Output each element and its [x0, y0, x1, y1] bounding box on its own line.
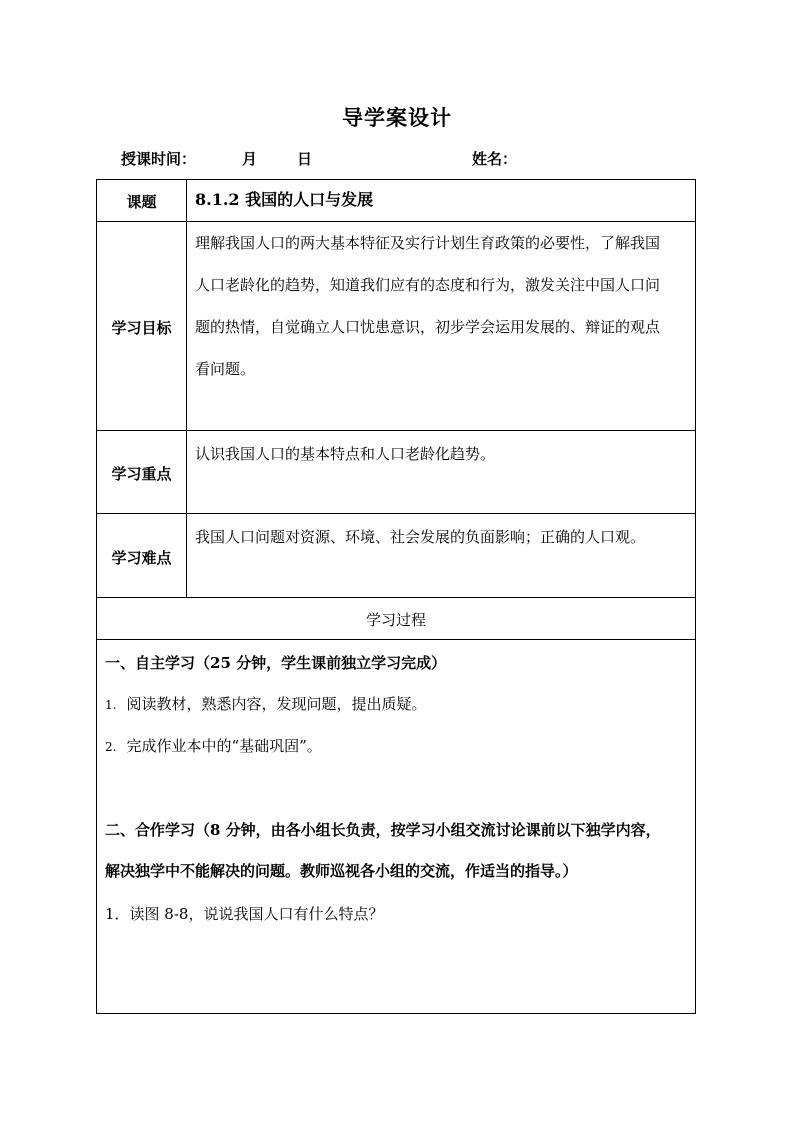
objective-label: 学习目标	[111, 319, 172, 337]
label-column-divider	[186, 180, 187, 597]
row-divider	[97, 513, 695, 514]
objective-line: 题的热情，自觉确立人口忧患意识，初步学会运用发展的、辩证的观点	[195, 318, 661, 336]
section2-title-line2: 解决独学中不能解决的问题。教师巡视各小组的交流，作适当的指导。）	[105, 862, 578, 880]
month-label: 月	[242, 150, 258, 168]
document-title: 导学案设计	[342, 105, 452, 130]
difficulty-text: 我国人口问题对资源、环境、社会发展的负面影响；正确的人口观。	[195, 528, 646, 546]
section1-item	[105, 734, 690, 759]
topic-value: 8.1.2 我国的人口与发展	[195, 190, 374, 209]
objective-line: 人口老龄化的趋势，知道我们应有的态度和行为，激发关注中国人口问	[195, 276, 661, 294]
row-divider	[97, 430, 695, 431]
day-label: 日	[297, 150, 313, 168]
process-heading: 学习过程	[365, 611, 426, 629]
objective-line: 看问题。	[195, 360, 256, 378]
section2-item: 1．读图 8-8，说说我国人口有什么特点？	[105, 905, 384, 923]
item-number: 2.	[105, 740, 117, 754]
section2-title-line1: 二、合作学习（8 分钟，由各小组长负责，按学习小组交流讨论课前以下独学内容，	[105, 821, 661, 839]
objective-line: 理解我国人口的两大基本特征及实行计划生育政策的必要性，了解我国	[195, 234, 661, 252]
item-text: 阅读教材，熟悉内容，发现问题，提出质疑。	[126, 695, 427, 713]
row-divider	[97, 597, 695, 598]
difficulty-label: 学习难点	[111, 549, 172, 567]
topic-label: 课题	[126, 193, 157, 211]
item-number: 1.	[105, 698, 117, 712]
objective-text	[195, 222, 691, 390]
item-text: 完成作业本中的“基础巩固”。	[126, 737, 322, 755]
section1-title: 一、自主学习（25 分钟，学生课前独立学习完成）	[105, 654, 447, 672]
lesson-time-label: 授课时间：	[121, 150, 197, 168]
section1-item	[105, 692, 690, 717]
lesson-plan-table	[96, 179, 696, 1014]
student-name-label: 姓名：	[472, 150, 518, 168]
key-points-label: 学习重点	[111, 465, 172, 483]
key-points-text: 认识我国人口的基本特点和人口老龄化趋势。	[195, 445, 496, 463]
row-divider	[97, 639, 695, 640]
